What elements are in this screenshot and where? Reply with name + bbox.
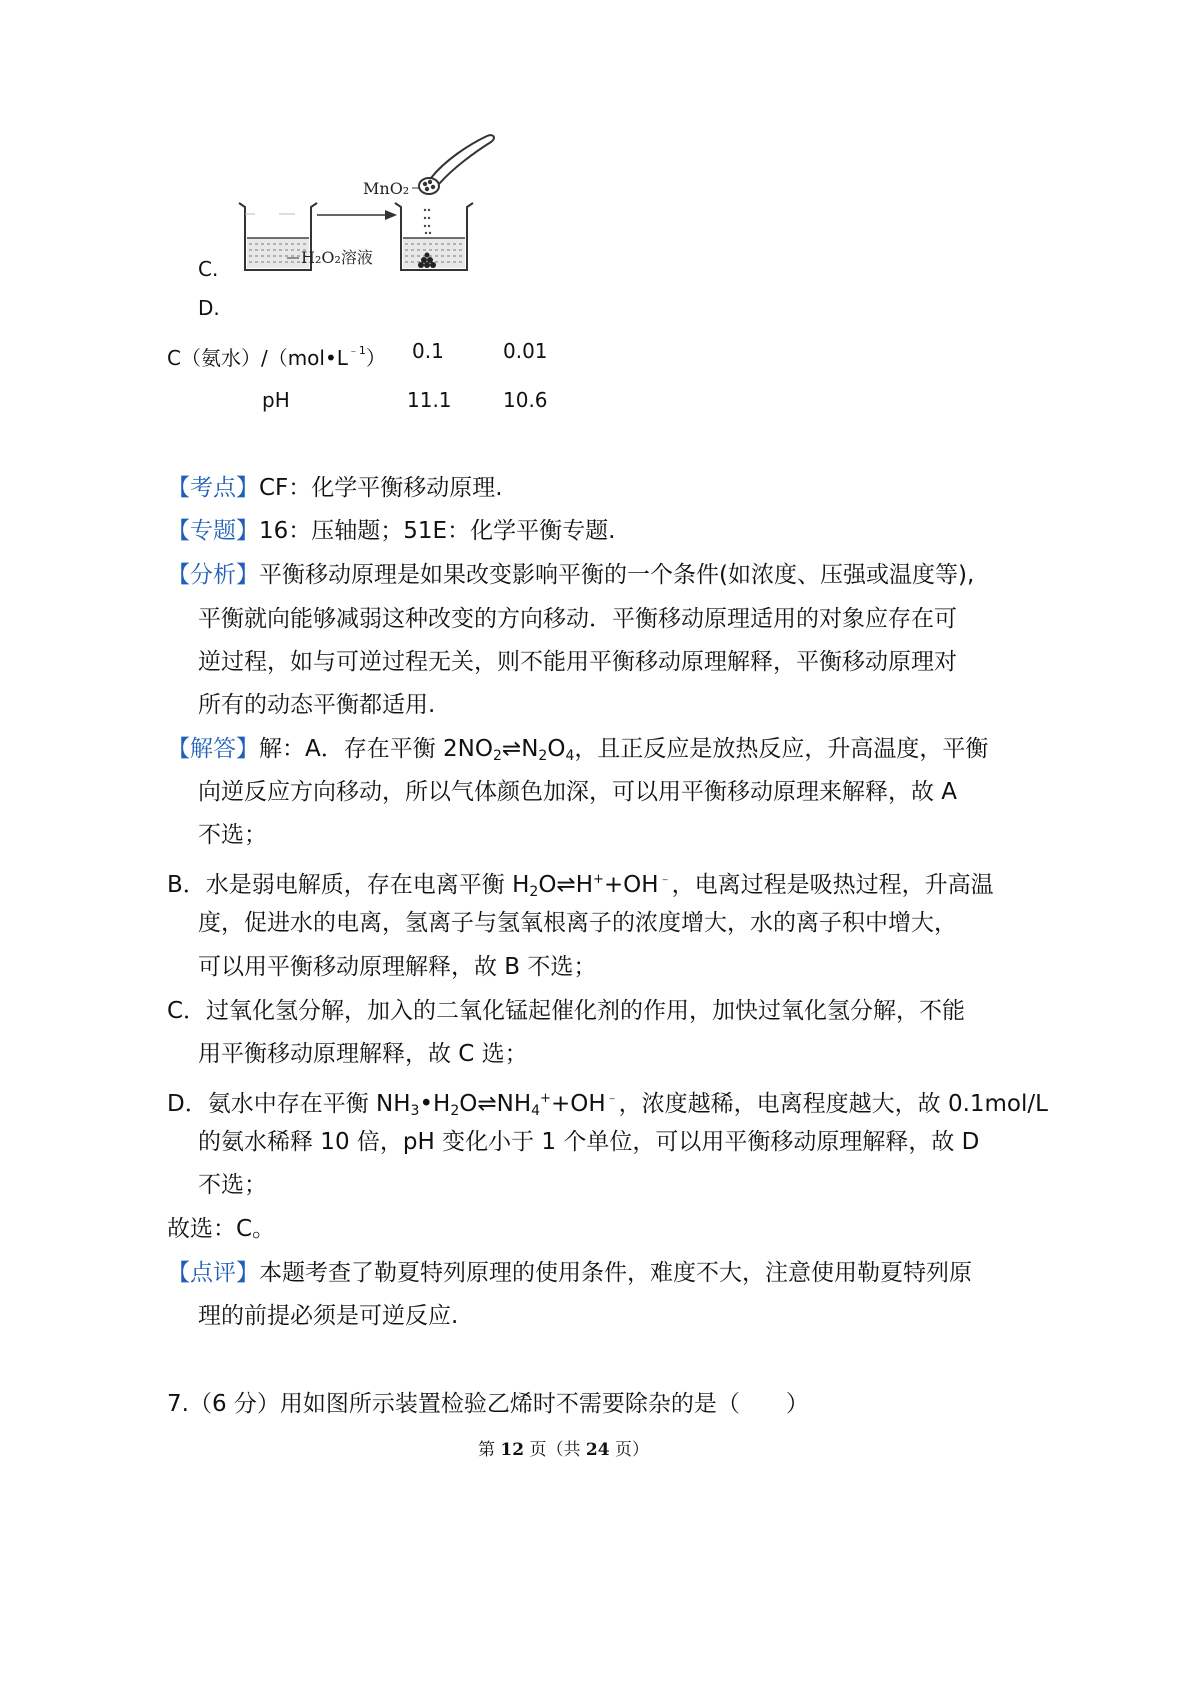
jieda-c-line-1: C．过氧化氢分解，加入的二氧化锰起催化剂的作用，加快过氧化氢分解，不能 — [167, 998, 966, 1024]
kaodian-tag: 【考点】 — [167, 475, 259, 501]
fenxi-tag: 【分析】 — [167, 562, 259, 588]
right-beaker — [395, 203, 473, 270]
h2o2-solution-label: H₂O₂溶液 — [301, 248, 373, 267]
dianping-line-1: 【点评】本题考查了勒夏特列原理的使用条件，难度不大，注意使用勒夏特列原 — [167, 1260, 972, 1286]
spoon-icon — [419, 135, 494, 194]
table-row-1-value-1: 0.1 — [412, 339, 444, 363]
jieda-c-line-2: 用平衡移动原理解释，故 C 选； — [198, 1041, 528, 1067]
jieda-b-line-1: B．水是弱电解质，存在电离平衡 $H_2O\rightleftharpoons H^++OH^﹣$，电离过程是吸热过程，升高温 — [167, 872, 994, 900]
table-row-1-value-2: 0.01 — [503, 339, 548, 363]
mno2-label: MnO₂ — [363, 179, 410, 198]
jieda-tag: 【解答】 — [167, 736, 259, 762]
jieda-a-line-2: 向逆反应方向移动，所以气体颜色加深，可以用平衡移动原理来解释，故 A — [198, 779, 958, 805]
current-page-number: 12 — [500, 1440, 525, 1460]
option-c-label: C. — [198, 257, 219, 281]
jieda-a-line-1: 【解答】解：A．存在平衡 $2NO_2\rightleftharpoons N_2O_4$，且正反应是放热反应，升高温度，平衡 — [167, 736, 989, 764]
page-footer: 第 12 页（共 24 页） — [478, 1440, 649, 1460]
fenxi-line-4: 所有的动态平衡都适用. — [198, 692, 436, 718]
jieda-d-line-2: 的氨水稀释 10 倍，pH 变化小于 1 个单位，可以用平衡移动原理解释，故 D — [198, 1129, 980, 1155]
kaodian-line: 【考点】CF：化学平衡移动原理. — [167, 475, 503, 501]
transfer-arrow — [317, 210, 397, 220]
table-row-2-value-2: 10.6 — [503, 388, 548, 412]
fenxi-line-1: 【分析】平衡移动原理是如果改变影响平衡的一个条件(如浓度、压强或温度等), — [167, 562, 975, 588]
dianping-line-2: 理的前提必须是可逆反应. — [198, 1303, 459, 1329]
jieda-conclusion: 故选：C。 — [167, 1216, 276, 1242]
total-page-count: 24 — [585, 1440, 610, 1460]
jieda-d-line-1: D．氨水中存在平衡 $NH_3•H_2O\rightleftharpoons NH_4^++OH^﹣$，浓度越稀，电离程度越大，故 0.1mol/L — [167, 1091, 1048, 1119]
table-row-2-value-1: 11.1 — [407, 388, 452, 412]
jieda-b-line-2: 度，促进水的电离，氢离子与氢氧根离子的浓度增大，水的离子积中增大， — [198, 910, 957, 936]
table-row-2-label: pH — [262, 388, 290, 412]
fenxi-line-2: 平衡就向能够减弱这种改变的方向移动．平衡移动原理适用的对象应存在可 — [198, 606, 957, 632]
dianping-tag: 【点评】 — [167, 1260, 259, 1286]
option-d-label: D. — [198, 296, 220, 320]
fenxi-line-3: 逆过程，如与可逆过程无关，则不能用平衡移动原理解释，平衡移动原理对 — [198, 649, 957, 675]
table-row-1-label: C（氨水）$/(mol•L^{﹣1})$ — [167, 344, 386, 370]
jieda-b-line-3: 可以用平衡移动原理解释，故 B 不选； — [198, 954, 597, 980]
question-7: 7.（6 分）用如图所示装置检验乙烯时不需要除杂的是（ ） — [167, 1391, 809, 1417]
jieda-a-line-3: 不选； — [198, 822, 267, 848]
zhuanti-line: 【专题】16：压轴题；51E：化学平衡专题. — [167, 518, 616, 544]
zhuanti-tag: 【专题】 — [167, 518, 259, 544]
jieda-d-line-3: 不选； — [198, 1172, 267, 1198]
apparatus-figure — [235, 130, 505, 280]
